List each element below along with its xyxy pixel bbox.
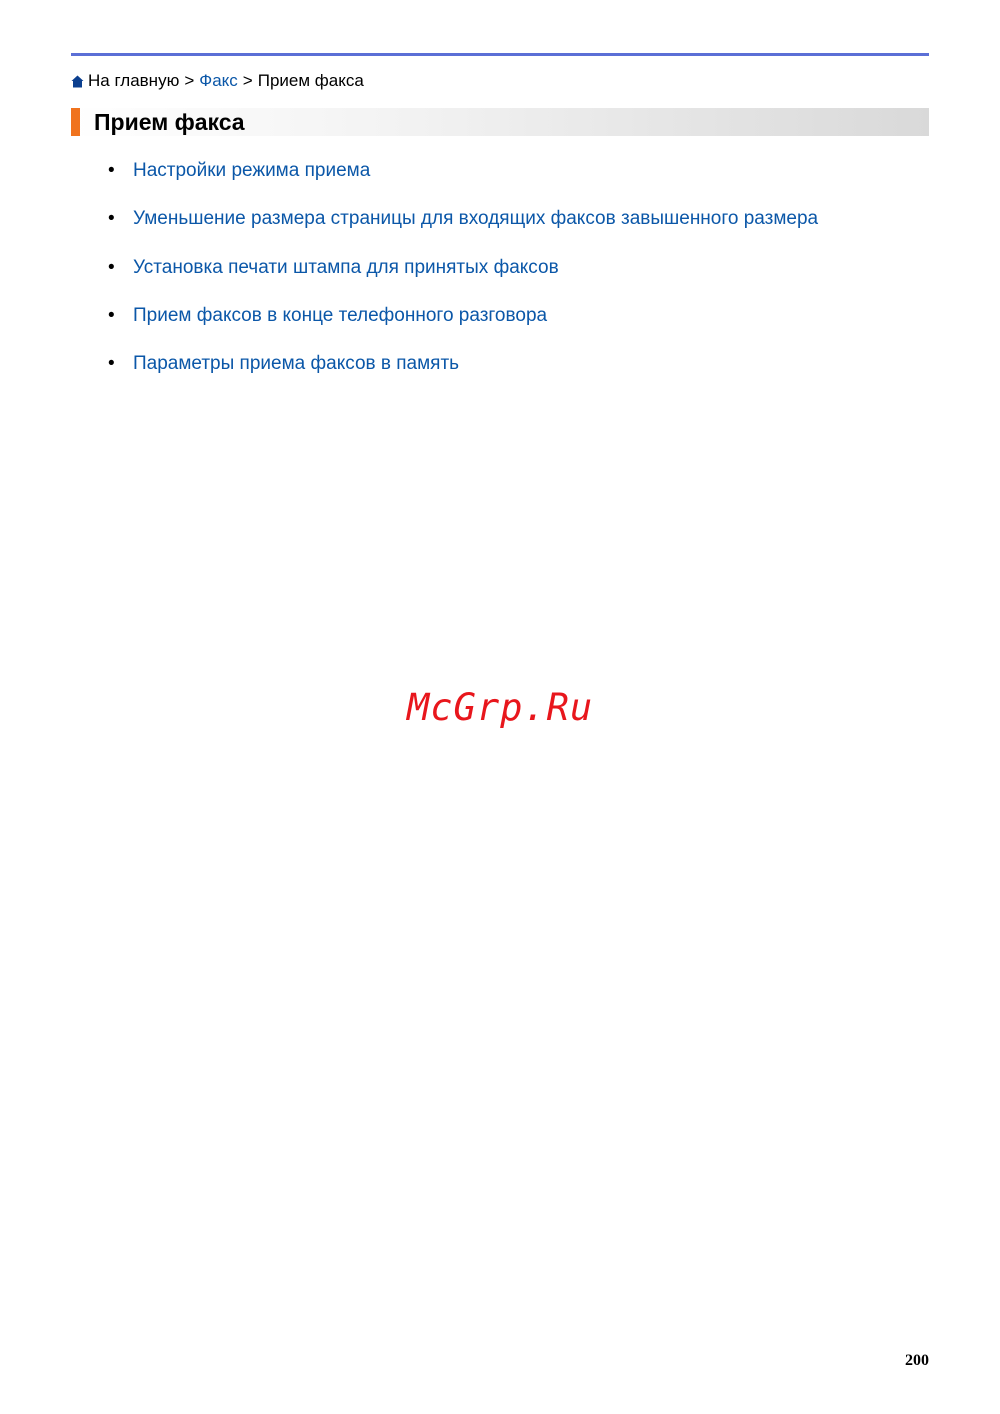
link-receive-stamp[interactable]: Установка печати штампа для принятых факсов — [133, 256, 559, 278]
bullet: • — [108, 208, 115, 230]
breadcrumb-current: Прием факса — [257, 71, 364, 90]
top-rule — [71, 53, 929, 56]
link-receive-end-of-call[interactable]: Прием факсов в конце телефонного разговора — [133, 304, 548, 326]
link-memory-receive-options[interactable]: Параметры приема факсов в память — [133, 353, 460, 375]
page-title: Прием факса — [94, 109, 245, 135]
watermark: McGrp.Ru — [407, 686, 594, 729]
bullet: • — [108, 304, 115, 326]
title-accent — [71, 108, 80, 136]
page-number: 200 — [905, 1352, 929, 1369]
bullet: • — [108, 353, 115, 375]
breadcrumb — [71, 71, 364, 91]
bullet: • — [108, 160, 115, 181]
bullet: • — [108, 256, 115, 278]
breadcrumb-fax-link[interactable]: Факс — [199, 71, 238, 90]
link-receive-mode-settings[interactable]: Настройки режима приема — [133, 160, 371, 181]
breadcrumb-separator: > — [184, 71, 195, 90]
page-title-bar — [71, 108, 929, 136]
breadcrumb-separator: > — [242, 71, 253, 90]
breadcrumb-home[interactable]: На главную — [88, 71, 180, 90]
home-icon[interactable] — [71, 75, 84, 88]
link-reduce-page-size[interactable]: Уменьшение размера страницы для входящих факсов завышенного размера — [133, 208, 819, 230]
